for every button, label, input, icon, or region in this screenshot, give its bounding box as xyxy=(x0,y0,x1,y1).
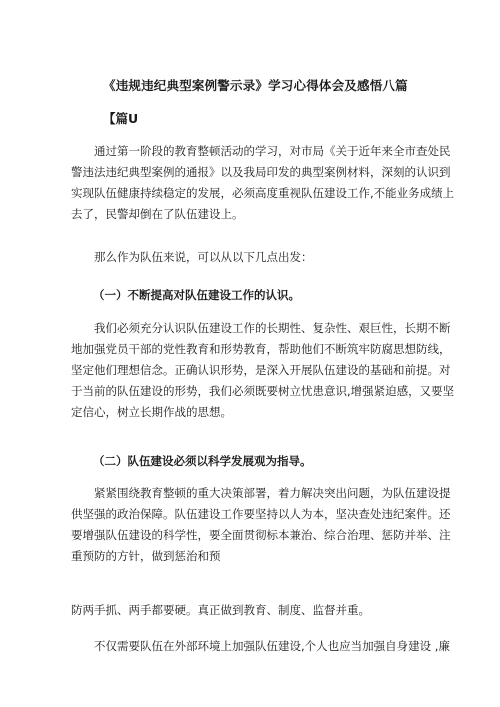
paragraph-4 xyxy=(71,483,451,567)
paragraph-line: 坚定他们理想信念。正确认识形势，是深入开展队伍建设的基础和前提。对 xyxy=(71,363,451,377)
paragraph-line: 实现队伍健康持续稳定的发展，必须高度重视队伍建设工作,不能业务成绩上 xyxy=(71,186,455,200)
paragraph-line: 那么作为队伍来说，可以从以下几点出发： xyxy=(94,250,313,264)
paragraph-line: 于当前的队伍建设的形势，我们必须既要树立忧患意识,增强紧迫感，又要坚 xyxy=(71,384,455,398)
document-title: 《违规违纪典型案例警示录》学习心得体会及感悟八篇 xyxy=(103,78,408,93)
section-label: 【篇U xyxy=(103,111,139,126)
paragraph-1 xyxy=(71,141,455,225)
paragraph-line: 重预防的方针，做到惩治和预 xyxy=(71,549,221,563)
paragraph-line: 要增强队伍建设的科学性，要全面贯彻标本兼治、综合治理、惩防并举、注 xyxy=(71,528,451,542)
heading-2: （二）队伍建设必须以科学发展观为指导。 xyxy=(93,454,312,468)
paragraph-line: 紧紧围绕教育整顿的重大决策部署，着力解决突出问题，为队伍建设提 xyxy=(94,486,451,500)
paragraph-6 xyxy=(71,636,450,657)
paragraph-line: 通过第一阶段的教育整顿活动的学习，对市局《关于近年来全市查处民 xyxy=(94,144,451,158)
paragraph-line: 供坚强的政治保障。队伍建设工作要坚持以人为本，坚决查处违纪案件。还 xyxy=(71,507,451,521)
paragraph-line: 我们必须充分认识队伍建设工作的长期性、复杂性、艰巨性，长期不断 xyxy=(94,321,451,335)
paragraph-2 xyxy=(71,247,433,268)
paragraph-line: 防两手抓、两手都要硬。真正做到教育、制度、监督并重。 xyxy=(71,603,370,617)
paragraph-3 xyxy=(71,318,455,423)
paragraph-line: 去了，民警却倒在了队伍建设上。 xyxy=(71,207,244,221)
paragraph-line: 定信心，树立长期作战的思想。 xyxy=(71,405,232,419)
paragraph-line: 地加强党员干部的党性教育和形势教育，帮助他们不断筑牢防腐思想防线， xyxy=(71,342,451,356)
paragraph-line: 不仅需要队伍在外部环境上加强队伍建设,个人也应当加强自身建设 ,廉 xyxy=(94,639,450,653)
heading-1: （一）不断提高对队伍建设工作的认识。 xyxy=(93,288,300,302)
paragraph-5 xyxy=(71,600,433,621)
paragraph-line: 警违法违纪典型案例的通报》以及我局印发的典型案例材料，深刻的认识到 xyxy=(71,165,451,179)
